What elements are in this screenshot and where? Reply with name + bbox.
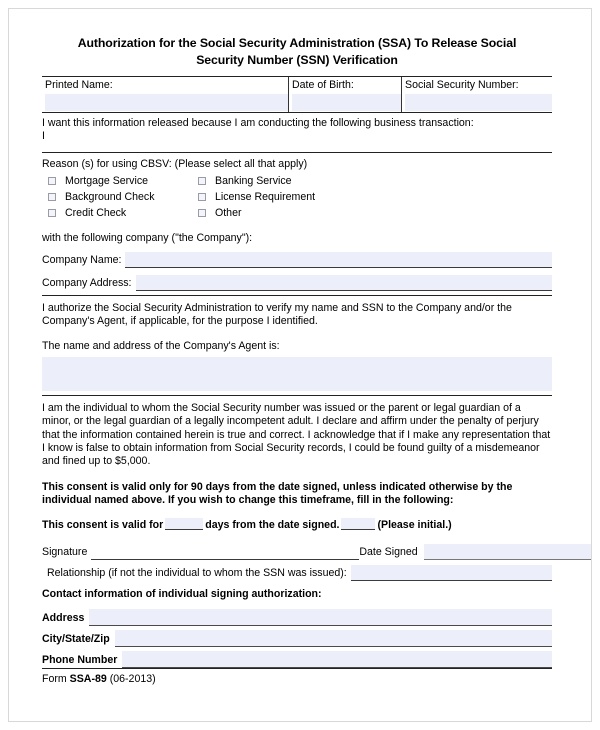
consent-initial-note: (Please initial.)	[377, 518, 452, 531]
company-intro: with the following company ("the Company"):	[42, 232, 253, 244]
date-of-birth-label: Date of Birth:	[292, 79, 354, 91]
reasons-heading: Reason (s) for using CBSV: (Please select all that apply)	[42, 158, 308, 170]
page-title: Authorization for the Social Security Administration (SSA) To Release Social Security Number (SSN) Verification	[77, 36, 517, 67]
printed-name-label: Printed Name:	[45, 79, 113, 91]
checkbox-icon[interactable]	[198, 177, 206, 185]
checkbox-row	[42, 207, 552, 223]
date-signed-input[interactable]	[424, 544, 591, 560]
checkbox-option-mortgage-service[interactable]	[42, 175, 194, 188]
company-address-label: Company Address:	[42, 277, 132, 289]
contact-phone-number-row	[42, 647, 552, 668]
checkbox-option-other[interactable]	[194, 207, 242, 220]
address-label: Address	[42, 611, 85, 624]
relationship-row	[42, 560, 552, 581]
checkbox-icon[interactable]	[198, 209, 206, 217]
checkbox-label: License Requirement	[215, 191, 316, 203]
consent-valid-prefix: This consent is valid for	[42, 518, 164, 531]
form-page	[8, 8, 592, 722]
table-cell-printed-name	[42, 77, 288, 112]
consent-valid-middle: days from the date signed.	[205, 518, 340, 531]
city-state-zip-input[interactable]	[115, 630, 552, 647]
printed-name-input[interactable]	[45, 94, 288, 111]
consent-notice: This consent is valid only for 90 days from the date signed, unless indicated otherwise by the individual named above. If you wish to change this timeframe, fill in the following:	[42, 480, 513, 507]
checkbox-icon[interactable]	[48, 193, 56, 201]
company-name-label: Company Name:	[42, 254, 122, 266]
checkbox-icon[interactable]	[48, 209, 56, 217]
company-name-input[interactable]	[125, 252, 552, 268]
checkbox-label: Other	[215, 207, 242, 219]
table-cell-social-security-number	[401, 77, 552, 112]
form-number-value: SSA-89	[69, 672, 107, 685]
reasons-checkbox-group	[42, 171, 552, 223]
social-security-number-label: Social Security Number:	[405, 79, 519, 91]
form-number-prefix: Form	[42, 672, 67, 685]
agent-input[interactable]	[42, 357, 552, 391]
date-of-birth-input[interactable]	[292, 94, 401, 111]
signature-label: Signature	[42, 545, 88, 558]
identity-table	[42, 76, 552, 113]
company-address-input[interactable]	[136, 275, 552, 291]
contact-heading: Contact information of individual signing authorization:	[42, 587, 322, 600]
contact-address-row	[42, 605, 552, 626]
address-input[interactable]	[89, 609, 552, 626]
checkbox-icon[interactable]	[198, 193, 206, 201]
phone-number-label: Phone Number	[42, 653, 118, 666]
form-revision: (06-2013)	[109, 672, 156, 685]
social-security-number-input[interactable]	[405, 94, 552, 111]
authorization-statement: I authorize the Social Security Administration to verify my name and SSN to the Company and/or the Company's Agent, if applicable, for the purpose I identified.	[42, 302, 512, 328]
contact-city-state-zip-row	[42, 626, 552, 647]
consent-duration-row	[42, 518, 552, 532]
checkbox-icon[interactable]	[48, 177, 56, 185]
phone-number-input[interactable]	[122, 651, 552, 668]
transaction-prompt: I want this information released because I am conducting the following business transaction:	[42, 117, 474, 129]
date-signed-label: Date Signed	[359, 545, 418, 558]
checkbox-row	[42, 191, 552, 207]
signature-row	[42, 538, 552, 560]
checkbox-label: Background Check	[65, 191, 155, 203]
table-cell-date-of-birth	[288, 77, 401, 112]
checkbox-row	[42, 175, 552, 191]
consent-initial-input[interactable]	[341, 518, 375, 530]
company-address-row	[42, 272, 552, 291]
form-number	[42, 669, 552, 686]
checkbox-option-background-check[interactable]	[42, 191, 194, 204]
checkbox-option-credit-check[interactable]	[42, 207, 194, 220]
city-state-zip-label: City/State/Zip	[42, 632, 110, 645]
relationship-input[interactable]	[351, 565, 552, 581]
checkbox-label: Banking Service	[215, 175, 292, 187]
checkbox-option-banking-service[interactable]	[194, 175, 292, 188]
consent-days-input[interactable]	[165, 518, 203, 530]
relationship-label: Relationship (if not the individual to whom the SSN was issued):	[47, 566, 347, 579]
transaction-input[interactable]: I	[42, 130, 45, 142]
attestation-text: I am the individual to whom the Social Security number was issued or the parent or legal guardian of a minor, or the legal guardian of a legally incompetent adult. I declare and affirm under the penalty of perjury that the information contained herein is true and correct. I acknowledge that if I make any representation that I know is false to obtain information from Social Security records, I could be found guilty of a misdemeanor and fined up to $5,000.	[42, 401, 551, 468]
form-sheet	[42, 31, 552, 686]
checkbox-label: Credit Check	[65, 207, 127, 219]
company-name-row	[42, 249, 552, 268]
signature-input[interactable]	[91, 545, 359, 560]
checkbox-label: Mortgage Service	[65, 175, 149, 187]
agent-label: The name and address of the Company's Agent is:	[42, 339, 280, 352]
checkbox-option-license-requirement[interactable]	[194, 191, 315, 204]
